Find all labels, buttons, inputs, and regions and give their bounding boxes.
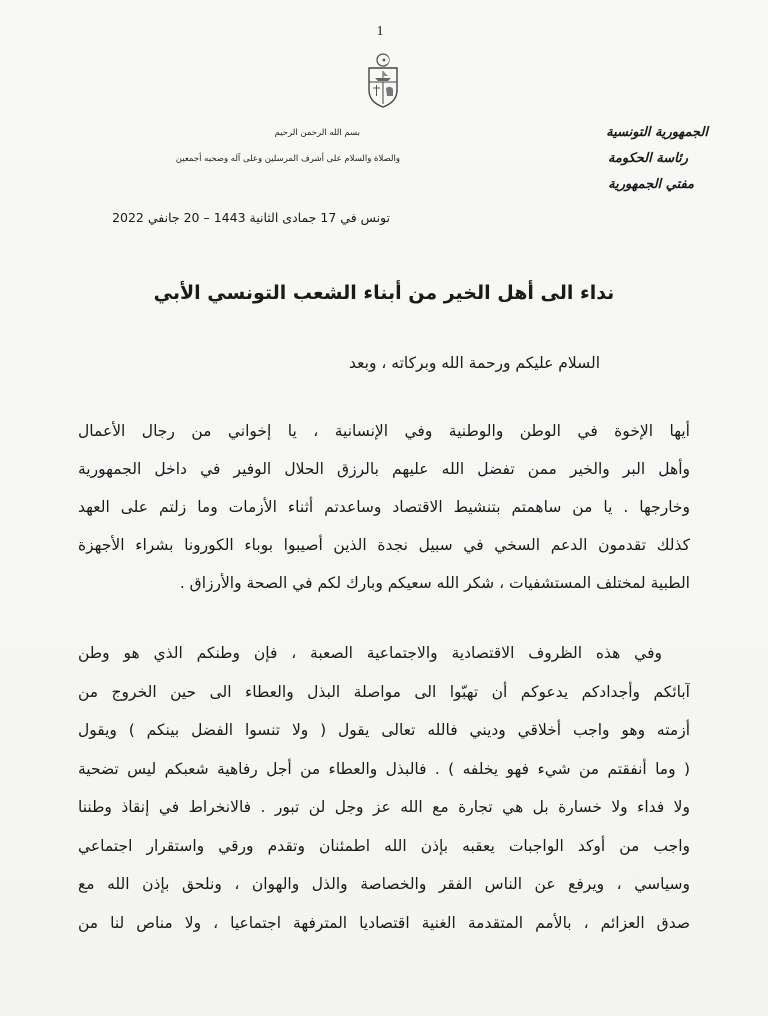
header-line-republic: الجمهورية التونسية xyxy=(606,125,708,140)
paragraph-line: ( وما أنفقتم من شيء فهو يخلفه ) . فالبذل والعطاء من أجل رفاهية شعبكم ليس تضحية xyxy=(78,759,690,778)
document-date: تونس في 17 جمادى الثانية 1443 – 20 جانفي 2022 xyxy=(112,210,390,225)
paragraph-line: وسياسي ، ويرفع عن الناس الفقر والخصاصة والذل والهوان ، ونلحق بإذن الله مع xyxy=(78,875,690,893)
tunisian-coat-of-arms-icon xyxy=(364,52,402,110)
basmala-block xyxy=(100,120,400,172)
paragraph-line: صدق العزائم ، بالأمم المتقدمة الغنية اقتصاديا المترفهة اجتماعيا ، ولا مناص لنا من xyxy=(78,913,690,932)
basmala: بسم الله الرحمن الرحيم xyxy=(274,128,360,138)
salawat: والصلاة والسلام على أشرف المرسلين وعلى آله وصحبه أجمعين xyxy=(175,154,400,164)
header-line-government: رئاسة الحكومة xyxy=(607,151,688,166)
paragraph-line: الطبية لمختلف المستشفيات ، شكر الله سعيكم وبارك لكم في الصحة والأرزاق . xyxy=(179,574,690,592)
paragraph-line: واجب من أوكد الواجبات يعقبه بإذن الله اطمئنان وتقدم ورقي واستقرار اجتماعي xyxy=(78,836,690,855)
paragraph-line: وخارجها . يا من ساهمتم بتنشيط الاقتصاد وساعدتم أثناء الأزمات وما زلتم على العهد xyxy=(78,498,690,516)
paragraph-1 xyxy=(78,412,690,602)
paragraph-line: أزمته وهو واجب أخلاقي وديني فالله تعالى يقول ( ولا تنسوا الفضل بينكم ) ويقول xyxy=(78,721,690,739)
salutation: السلام عليكم ورحمة الله وبركاته ، وبعد xyxy=(349,354,600,372)
paragraph-line: آبائكم وأجدادكم يدعوكم أن تهبّوا الى مواصلة البذل والعطاء الى حين الخروج من xyxy=(78,682,690,701)
header-line-mufti: مفتي الجمهورية xyxy=(608,177,694,192)
paragraph-2 xyxy=(78,634,690,942)
paragraph-line: كذلك تقدمون الدعم السخي في سبيل نجدة الذين أصيبوا بوباء الكورونا بشراء الأجهزة xyxy=(78,536,690,554)
paragraph-line: ولا فداء ولا خسارة بل هي تجارة مع الله عز وجل لن تبور . فالانخراط في إنقاذ وطننا xyxy=(78,798,690,816)
document-title: نداء الى أهل الخير من أبناء الشعب التونسي الأبي xyxy=(153,282,615,304)
page-number: 1 xyxy=(376,24,384,39)
paragraph-line: وفي هذه الظروف الاقتصادية والاجتماعية الصعبة ، فإن وطنكم الذي هو وطن xyxy=(78,644,662,662)
paragraph-line: وأهل البر والخير ممن تفضل الله عليهم بالرزق الحلال الوفير في داخل الجمهورية xyxy=(78,460,690,478)
paragraph-line: أيها الإخوة في الوطن والوطنية وفي الإنسانية ، يا إخواني من رجال الأعمال xyxy=(78,422,690,440)
issuer-header xyxy=(548,120,708,198)
